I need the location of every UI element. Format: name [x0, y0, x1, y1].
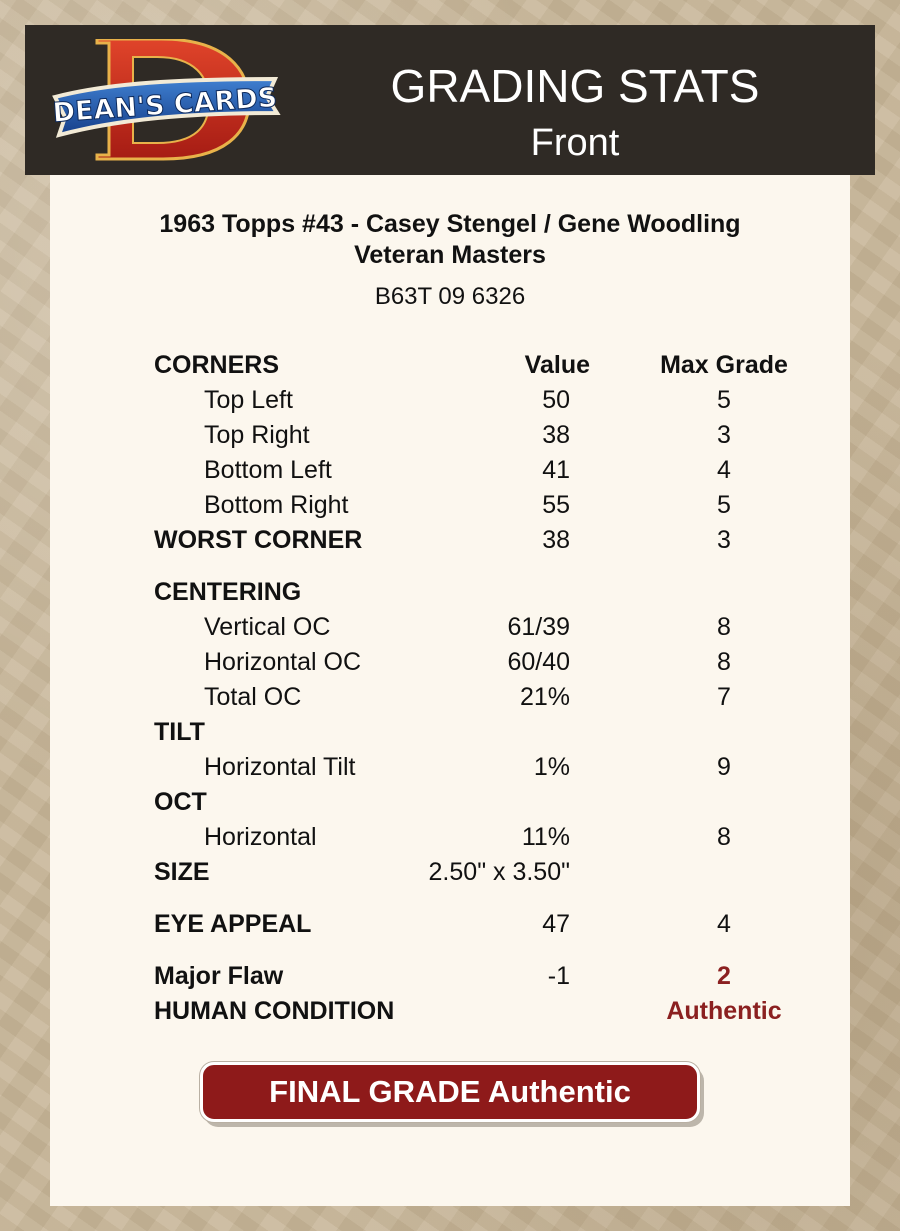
deans-cards-logo — [49, 39, 281, 163]
stat-value: 38 — [542, 421, 570, 449]
logo-text: DEAN'S CARDS — [51, 82, 279, 129]
stat-label: Total OC — [204, 683, 302, 711]
corners-header-row — [50, 348, 850, 382]
stat-value: 11% — [521, 823, 570, 851]
tilt-header-row — [50, 715, 850, 749]
section-label: OCT — [154, 788, 207, 816]
stat-value: 47 — [542, 910, 570, 938]
stat-label: Vertical OC — [204, 613, 331, 641]
stat-max-grade: 5 — [717, 491, 731, 519]
final-grade-badge: FINAL GRADE Authentic — [200, 1062, 700, 1122]
stat-row — [50, 645, 850, 679]
major-flaw-row — [50, 959, 850, 993]
stat-label: Horizontal Tilt — [204, 753, 356, 781]
worst-corner-row — [50, 523, 850, 557]
stat-label: Horizontal OC — [204, 648, 361, 676]
stat-value: 21% — [519, 683, 570, 711]
header-bar — [25, 25, 875, 175]
stat-value: 41 — [542, 456, 570, 484]
stat-row — [50, 750, 850, 784]
card-subtitle: Veteran Masters — [354, 241, 546, 269]
page-title: GRADING STATS — [390, 60, 760, 112]
section-label: TILT — [154, 718, 205, 746]
stat-label: Bottom Left — [204, 456, 332, 484]
max-grade-column-header: Max Grade — [660, 351, 788, 379]
cert-number: B63T 09 6326 — [374, 283, 526, 310]
human-condition-row — [50, 994, 850, 1028]
stat-max-grade: 7 — [717, 683, 731, 711]
stat-value: 61/39 — [507, 613, 570, 641]
stat-label: Horizontal — [204, 823, 317, 851]
stat-label: WORST CORNER — [154, 526, 363, 554]
stat-max-grade: 5 — [717, 386, 731, 414]
stat-max-grade: 4 — [717, 456, 731, 484]
stat-max-grade: Authentic — [666, 997, 782, 1025]
stat-max-grade: 4 — [717, 910, 731, 938]
grading-panel — [50, 175, 850, 1206]
page-subtitle: Front — [530, 122, 620, 164]
stat-max-grade: 2 — [717, 962, 731, 990]
stat-label: SIZE — [154, 858, 210, 886]
stat-max-grade: 3 — [717, 526, 731, 554]
stat-row — [50, 418, 850, 452]
stat-value: 38 — [542, 526, 570, 554]
stat-label: HUMAN CONDITION — [154, 997, 395, 1025]
eye-appeal-row — [50, 907, 850, 941]
stat-label: Bottom Right — [204, 491, 349, 519]
stat-value: 2.50" x 3.50" — [428, 858, 570, 886]
stat-row — [50, 680, 850, 714]
stat-label: Major Flaw — [154, 962, 284, 990]
size-row — [50, 855, 850, 889]
stat-value: 50 — [542, 386, 570, 414]
stat-value: -1 — [547, 962, 570, 990]
stat-row — [50, 820, 850, 854]
stat-row — [50, 488, 850, 522]
stat-max-grade: 3 — [717, 421, 731, 449]
stat-value: 1% — [533, 753, 570, 781]
stat-max-grade: 8 — [717, 648, 731, 676]
stat-label: Top Left — [204, 386, 293, 414]
oct-header-row — [50, 785, 850, 819]
stat-value: 55 — [542, 491, 570, 519]
stat-max-grade: 8 — [717, 613, 731, 641]
stat-label: Top Right — [204, 421, 310, 449]
stat-label: EYE APPEAL — [154, 910, 312, 938]
stat-max-grade: 8 — [717, 823, 731, 851]
stat-row — [50, 453, 850, 487]
section-label: CENTERING — [154, 578, 302, 606]
stat-row — [50, 383, 850, 417]
stat-row — [50, 610, 850, 644]
value-column-header: Value — [524, 351, 590, 379]
card-title: 1963 Topps #43 - Casey Stengel / Gene Woodling — [159, 210, 741, 238]
section-label: CORNERS — [154, 351, 280, 379]
stat-max-grade: 9 — [717, 753, 731, 781]
centering-header-row — [50, 575, 850, 609]
stat-value: 60/40 — [507, 648, 570, 676]
